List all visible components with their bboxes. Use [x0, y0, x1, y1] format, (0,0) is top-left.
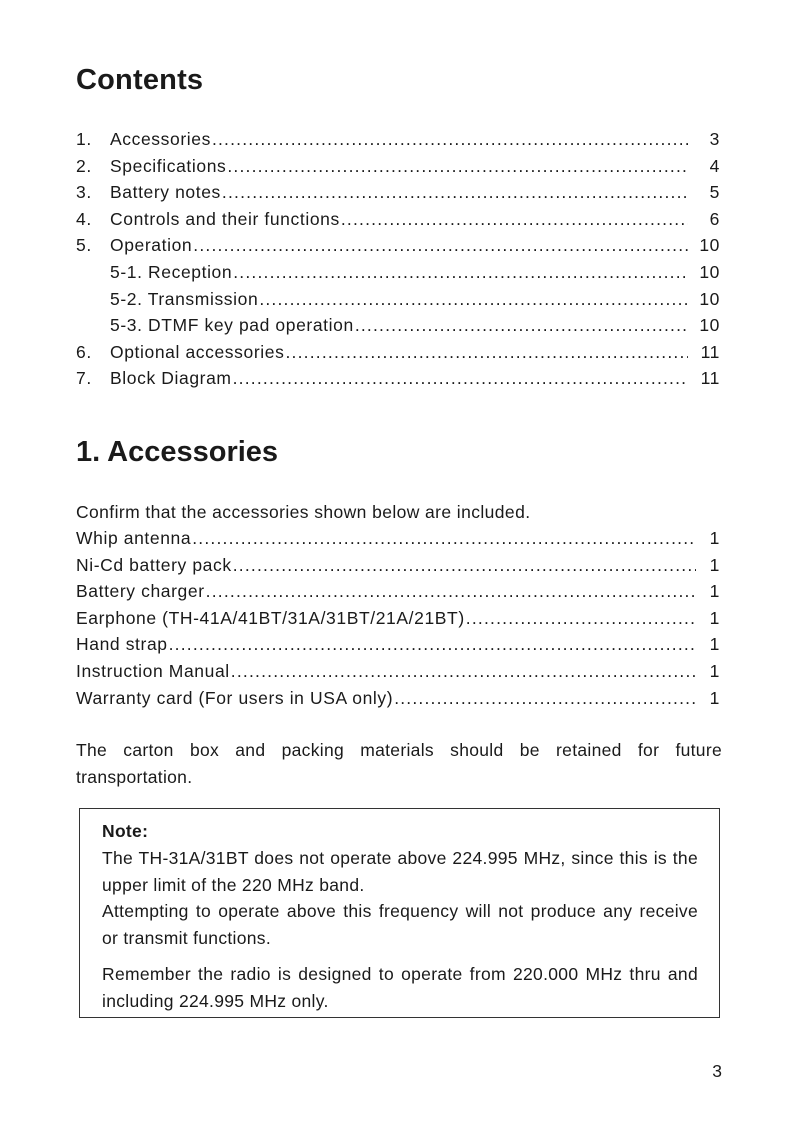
- dot-leader: [193, 232, 688, 259]
- toc-entry-number: 5.: [76, 235, 92, 256]
- toc-entry-title: Operation: [110, 235, 193, 256]
- toc-entry-page: 10: [699, 261, 720, 282]
- accessories-list: [76, 525, 720, 711]
- note-paragraph-upper-limit: The TH-31A/31BT does not operate above 224.995 MHz, since this is the upper limit of the 220 MHz band.: [102, 847, 698, 895]
- note-box: [79, 808, 720, 1018]
- table-of-contents: [76, 126, 720, 392]
- dot-leader: [206, 578, 696, 605]
- accessory-name: Battery charger: [76, 581, 205, 602]
- toc-entry-page: 6: [709, 208, 720, 229]
- dot-leader: [466, 605, 696, 632]
- toc-entry-operation: [76, 232, 720, 259]
- toc-subentry-reception: [76, 259, 720, 286]
- accessories-intro: Confirm that the accessories shown below are included.: [76, 502, 531, 522]
- accessory-quantity: 1: [709, 687, 720, 708]
- toc-entry-page: 10: [699, 235, 720, 256]
- note-title: Note:: [102, 821, 149, 841]
- dot-leader: [231, 658, 696, 685]
- accessory-item: [76, 578, 720, 605]
- accessory-item: [76, 525, 720, 552]
- toc-entry-page: 10: [699, 288, 720, 309]
- toc-entry-page: 4: [709, 155, 720, 176]
- toc-entry-specifications: [76, 153, 720, 180]
- toc-entry-number: 7.: [76, 368, 92, 389]
- note-paragraph-operating-range: Remember the radio is designed to operate from 220.000 MHz thru and including 224.995 MHz only.: [102, 963, 698, 1011]
- toc-entry-battery-notes: [76, 179, 720, 206]
- accessory-name: Whip antenna: [76, 528, 192, 548]
- accessory-item: [76, 605, 720, 632]
- toc-entry-page: 11: [700, 368, 720, 389]
- dot-leader: [169, 631, 696, 658]
- accessory-item: [76, 631, 720, 658]
- toc-entry-number: 6.: [76, 341, 92, 362]
- dot-leader: [355, 312, 688, 339]
- page-number: 3: [712, 1061, 722, 1081]
- accessory-item: [76, 658, 720, 685]
- note-paragraph-no-function: Attempting to operate above this frequency will not produce any receive or transmit functions.: [102, 901, 698, 949]
- accessory-name: Instruction Manual: [76, 660, 230, 681]
- toc-entry-block-diagram: [76, 365, 720, 392]
- accessory-quantity: 1: [709, 660, 720, 681]
- toc-entry-number: 4.: [76, 208, 92, 229]
- toc-entry-title: Battery notes: [110, 182, 221, 203]
- dot-leader: [341, 206, 688, 233]
- note-content: [102, 818, 698, 1015]
- toc-entry-title: Specifications: [110, 155, 227, 176]
- toc-subentry-dtmf: [76, 312, 720, 339]
- accessory-quantity: 1: [709, 581, 720, 602]
- accessory-item: [76, 552, 720, 579]
- toc-entry-optional-accessories: [76, 339, 720, 366]
- toc-entry-title: Accessories: [110, 129, 211, 149]
- dot-leader: [233, 552, 696, 579]
- toc-entry-number: 1.: [76, 129, 92, 149]
- toc-entry-controls: [76, 206, 720, 233]
- dot-leader: [192, 525, 696, 552]
- toc-entry-page: 11: [700, 341, 720, 362]
- accessory-name: Hand strap: [76, 634, 168, 655]
- dot-leader: [233, 259, 688, 286]
- toc-entry-title: 5-1. Reception: [110, 261, 233, 282]
- retain-packaging-paragraph: The carton box and packing materials should be retained for future transportation.: [76, 740, 722, 787]
- toc-entry-title: Optional accessories: [110, 341, 285, 362]
- toc-entry-title: Block Diagram: [110, 368, 232, 389]
- dot-leader: [212, 126, 688, 153]
- accessory-quantity: 1: [709, 607, 720, 628]
- accessory-name: Ni-Cd battery pack: [76, 554, 232, 575]
- toc-entry-page: 5: [709, 182, 720, 203]
- accessory-quantity: 1: [709, 554, 720, 575]
- accessory-item: [76, 685, 720, 712]
- toc-entry-page: 10: [699, 315, 720, 336]
- accessories-heading: 1. Accessories: [76, 436, 279, 468]
- contents-heading: Contents: [76, 64, 204, 96]
- toc-entry-accessories: [76, 126, 720, 153]
- toc-subentry-transmission: [76, 286, 720, 313]
- toc-entry-title: 5-3. DTMF key pad operation: [110, 315, 354, 336]
- toc-entry-page: 3: [709, 129, 720, 149]
- accessory-name: Warranty card (For users in USA only): [76, 687, 394, 708]
- toc-entry-title: Controls and their functions: [110, 208, 340, 229]
- accessory-name: Earphone (TH-41A/41BT/31A/31BT/21A/21BT): [76, 607, 465, 628]
- toc-entry-title: 5-2. Transmission: [110, 288, 259, 309]
- dot-leader: [259, 286, 688, 313]
- dot-leader: [233, 365, 688, 392]
- toc-entry-number: 2.: [76, 155, 92, 176]
- dot-leader: [222, 179, 688, 206]
- toc-entry-number: 3.: [76, 182, 92, 203]
- accessory-quantity: 1: [709, 528, 720, 548]
- dot-leader: [394, 685, 696, 712]
- accessory-quantity: 1: [709, 634, 720, 655]
- dot-leader: [285, 339, 688, 366]
- dot-leader: [227, 153, 688, 180]
